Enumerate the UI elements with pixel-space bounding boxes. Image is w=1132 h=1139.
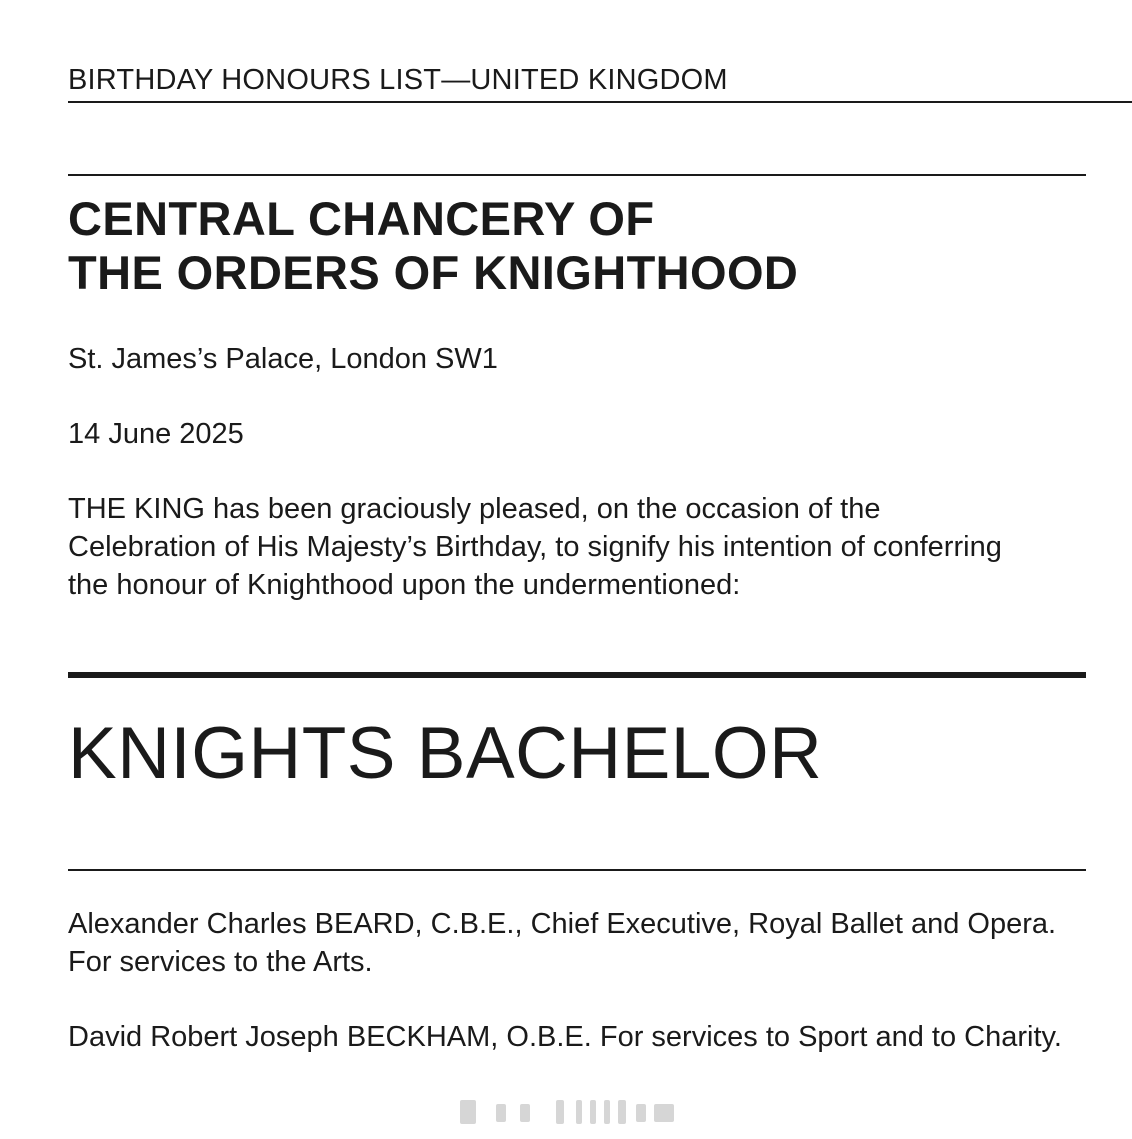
notice-date: 14 June 2025: [68, 418, 244, 450]
notice-title: [68, 192, 798, 300]
notice-address: St. James’s Palace, London SW1: [68, 343, 498, 375]
scroll-indicator: [458, 1096, 678, 1126]
section-divider-top: [68, 174, 1086, 176]
notice-title-line-2: THE ORDERS OF KNIGHTHOOD: [68, 246, 799, 299]
header-divider: [68, 101, 1132, 103]
section-divider-thick: [68, 672, 1086, 678]
notice-proclamation: THE KING has been graciously pleased, on the occasion of the Celebration of His Majesty’s Birthday, to signify his intention of conferring the honour of Knighthood upon the undermentioned:: [68, 493, 1002, 601]
honours-entry: David Robert Joseph BECKHAM, O.B.E. For services to Sport and to Charity.: [68, 1021, 1062, 1053]
honours-entry: Alexander Charles BEARD, C.B.E., Chief Executive, Royal Ballet and Opera. For services to the Arts.: [68, 908, 1057, 978]
section-heading: KNIGHTS BACHELOR: [68, 713, 823, 794]
page-header-title: BIRTHDAY HONOURS LIST—UNITED KINGDOM: [68, 64, 728, 96]
section-divider-bottom: [68, 869, 1086, 871]
notice-title-line-1: CENTRAL CHANCERY OF: [68, 192, 655, 245]
